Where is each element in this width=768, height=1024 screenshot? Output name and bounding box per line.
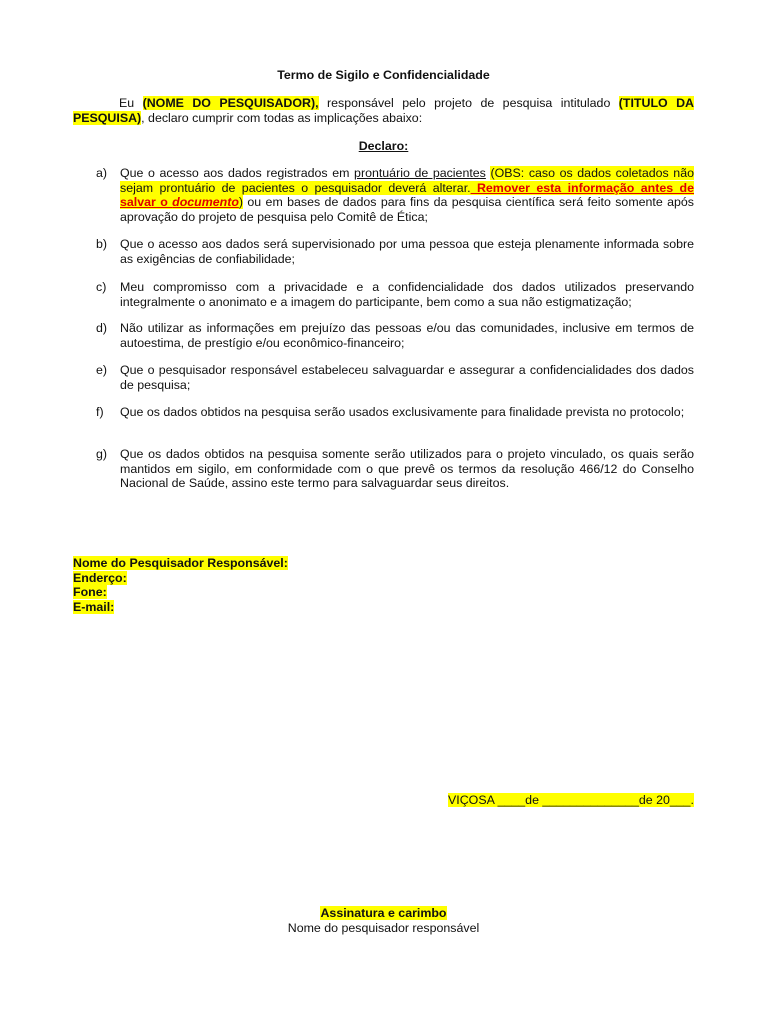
signature-label: Assinatura e carimbo (320, 906, 447, 920)
document-title: Termo de Sigilo e Confidencialidade (277, 68, 490, 82)
researcher-name-label: Nome do Pesquisador Responsável: (73, 556, 288, 570)
address-label: Enderço: (73, 570, 127, 585)
researcher-name-placeholder: (NOME DO PESQUISADOR), (142, 96, 319, 110)
declaro-heading: Declaro: (358, 139, 409, 153)
clause-e-text: Que o pesquisador responsável estabeleceu salvaguardar e assegurar a confidencialidades dos dados de pesquisa; (120, 363, 694, 392)
clause-d (73, 321, 694, 350)
clause-letter: d) (96, 321, 108, 335)
place-date-text: VIÇOSA ____de ______________de 20___. (448, 793, 694, 807)
clause-letter: b) (96, 237, 108, 251)
clause-letter: f) (96, 405, 104, 419)
place-date-line (448, 793, 694, 807)
clause-a-documento: documento (172, 195, 239, 209)
clause-g (73, 447, 694, 491)
clause-letter: c) (96, 280, 107, 294)
clause-letter: e) (96, 363, 108, 377)
clause-a (73, 166, 694, 224)
intro-text-3: , declaro cumprir com todas as implicações abaixo: (141, 110, 423, 125)
clause-letter: g) (96, 447, 108, 461)
researcher-contact-block (73, 556, 373, 614)
phone-label: Fone: (73, 585, 107, 599)
clause-a-text-2: ou em bases de dados para fins da pesquisa científica será feito somente após aprovação do projeto de pesquisa pelo Comitê de Ética; (120, 195, 694, 224)
email-label: E-mail: (73, 599, 115, 614)
signature-block (73, 906, 694, 935)
clause-f-text: Que os dados obtidos na pesquisa serão usados exclusivamente para finalidade prevista no protocolo; (120, 405, 685, 419)
clause-e (73, 363, 694, 392)
clause-g-text: Que os dados obtidos na pesquisa somente serão utilizados para o projeto vinculado, os quais serão mantidos em sigilo, em conformidade com o que prevê os termos da resolução 466/12 do Conselho Nacional de Saúde, assino este termo para salvaguardar seus direitos. (120, 447, 694, 490)
clause-f (73, 405, 694, 420)
clause-a-text-1: Que o acesso aos dados registrados em (120, 166, 355, 180)
clause-d-text: Não utilizar as informações em prejuízo das pessoas e/ou das comunidades, inclusive em termos de autoestima, de prestígio e/ou econômico-financeiro; (120, 321, 694, 350)
clause-a-prontuario: prontuário de pacientes (354, 166, 486, 180)
clause-letter: a) (96, 166, 108, 180)
clause-c-text: Meu compromisso com a privacidade e a confidencialidade dos dados utilizados preservando integralmente o anonimato e a imagem do participante, bem como a sua não estigmatização; (120, 280, 694, 309)
clause-a-close-paren: ) (238, 195, 244, 209)
document-page (73, 0, 694, 1024)
clause-c (73, 280, 694, 309)
clause-a-remove-note: Remover esta informação antes de salvar o (120, 180, 694, 209)
intro-text-2: responsável pelo projeto de pesquisa intitulado (318, 96, 619, 110)
intro-paragraph (73, 96, 694, 125)
intro-text-1: Eu (119, 96, 143, 110)
signature-caption: Nome do pesquisador responsável (287, 920, 480, 935)
clause-a-obs-note: (OBS: caso os dados coletados não sejam prontuário de pacientes o pesquisador deverá alterar. (120, 166, 694, 195)
clause-b (73, 237, 694, 266)
clause-b-text: Que o acesso aos dados será supervisionado por uma pessoa que esteja plenamente informada sobre as exigências de confiabilidade; (120, 237, 694, 266)
research-title-placeholder: (TITULO DA PESQUISA) (73, 96, 695, 125)
